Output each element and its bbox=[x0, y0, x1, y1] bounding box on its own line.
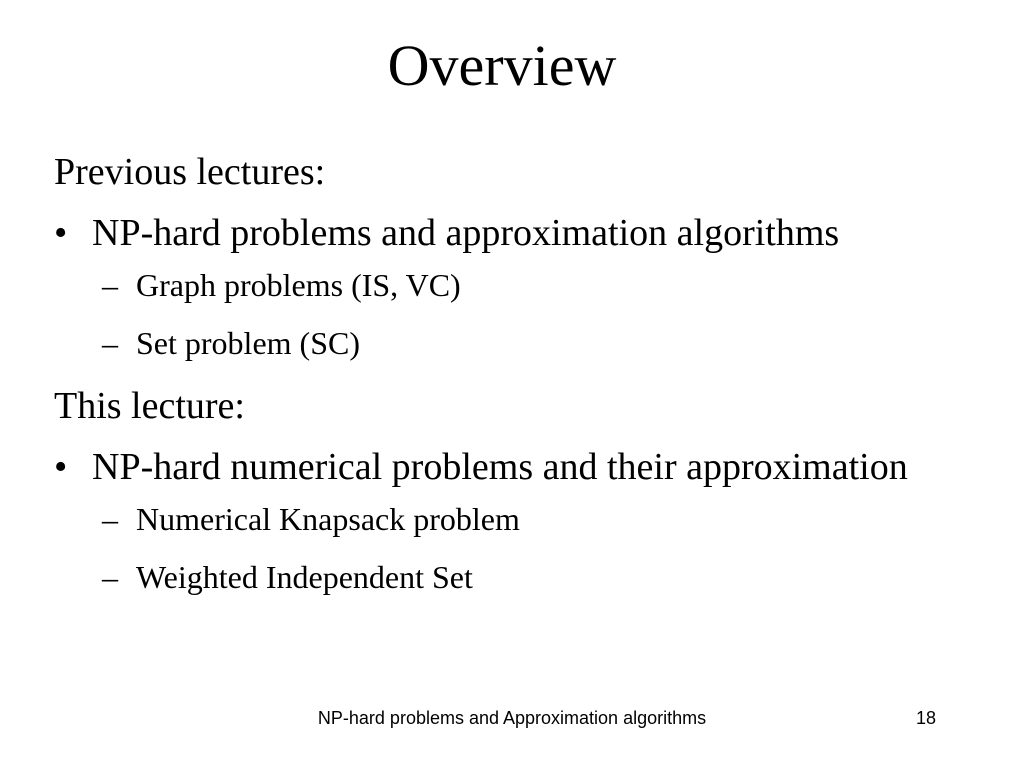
bullet-text: NP-hard problems and approximation algorithms bbox=[92, 212, 840, 254]
section-heading-this: This lecture: bbox=[54, 385, 245, 427]
slide-title: Overview bbox=[387, 33, 617, 98]
sub-item-text: Graph problems (IS, VC) bbox=[136, 267, 461, 303]
sub-item-text: Numerical Knapsack problem bbox=[136, 501, 520, 537]
sub-item bbox=[54, 498, 1004, 540]
sub-marker: – bbox=[102, 325, 118, 361]
page-number: 18 bbox=[915, 708, 937, 728]
section-heading-previous: Previous lectures: bbox=[54, 151, 326, 193]
sub-item-text: Weighted Independent Set bbox=[136, 559, 473, 595]
slide-footer bbox=[0, 706, 1024, 730]
bullet-item bbox=[54, 442, 1004, 492]
footer-text: NP-hard problems and Approximation algorithms bbox=[317, 708, 707, 728]
sub-marker: – bbox=[102, 267, 118, 303]
sub-marker: – bbox=[102, 559, 118, 595]
sub-marker: – bbox=[102, 501, 118, 537]
sub-item bbox=[54, 264, 1004, 306]
bullet-marker: • bbox=[54, 212, 68, 254]
slide-body bbox=[54, 146, 1004, 614]
bullet-item bbox=[54, 208, 1004, 258]
bullet-text: NP-hard numerical problems and their approximation bbox=[92, 446, 908, 488]
sub-item bbox=[54, 322, 1004, 364]
sub-item-text: Set problem (SC) bbox=[136, 325, 360, 361]
bullet-marker: • bbox=[54, 446, 68, 488]
sub-item bbox=[54, 556, 1004, 598]
